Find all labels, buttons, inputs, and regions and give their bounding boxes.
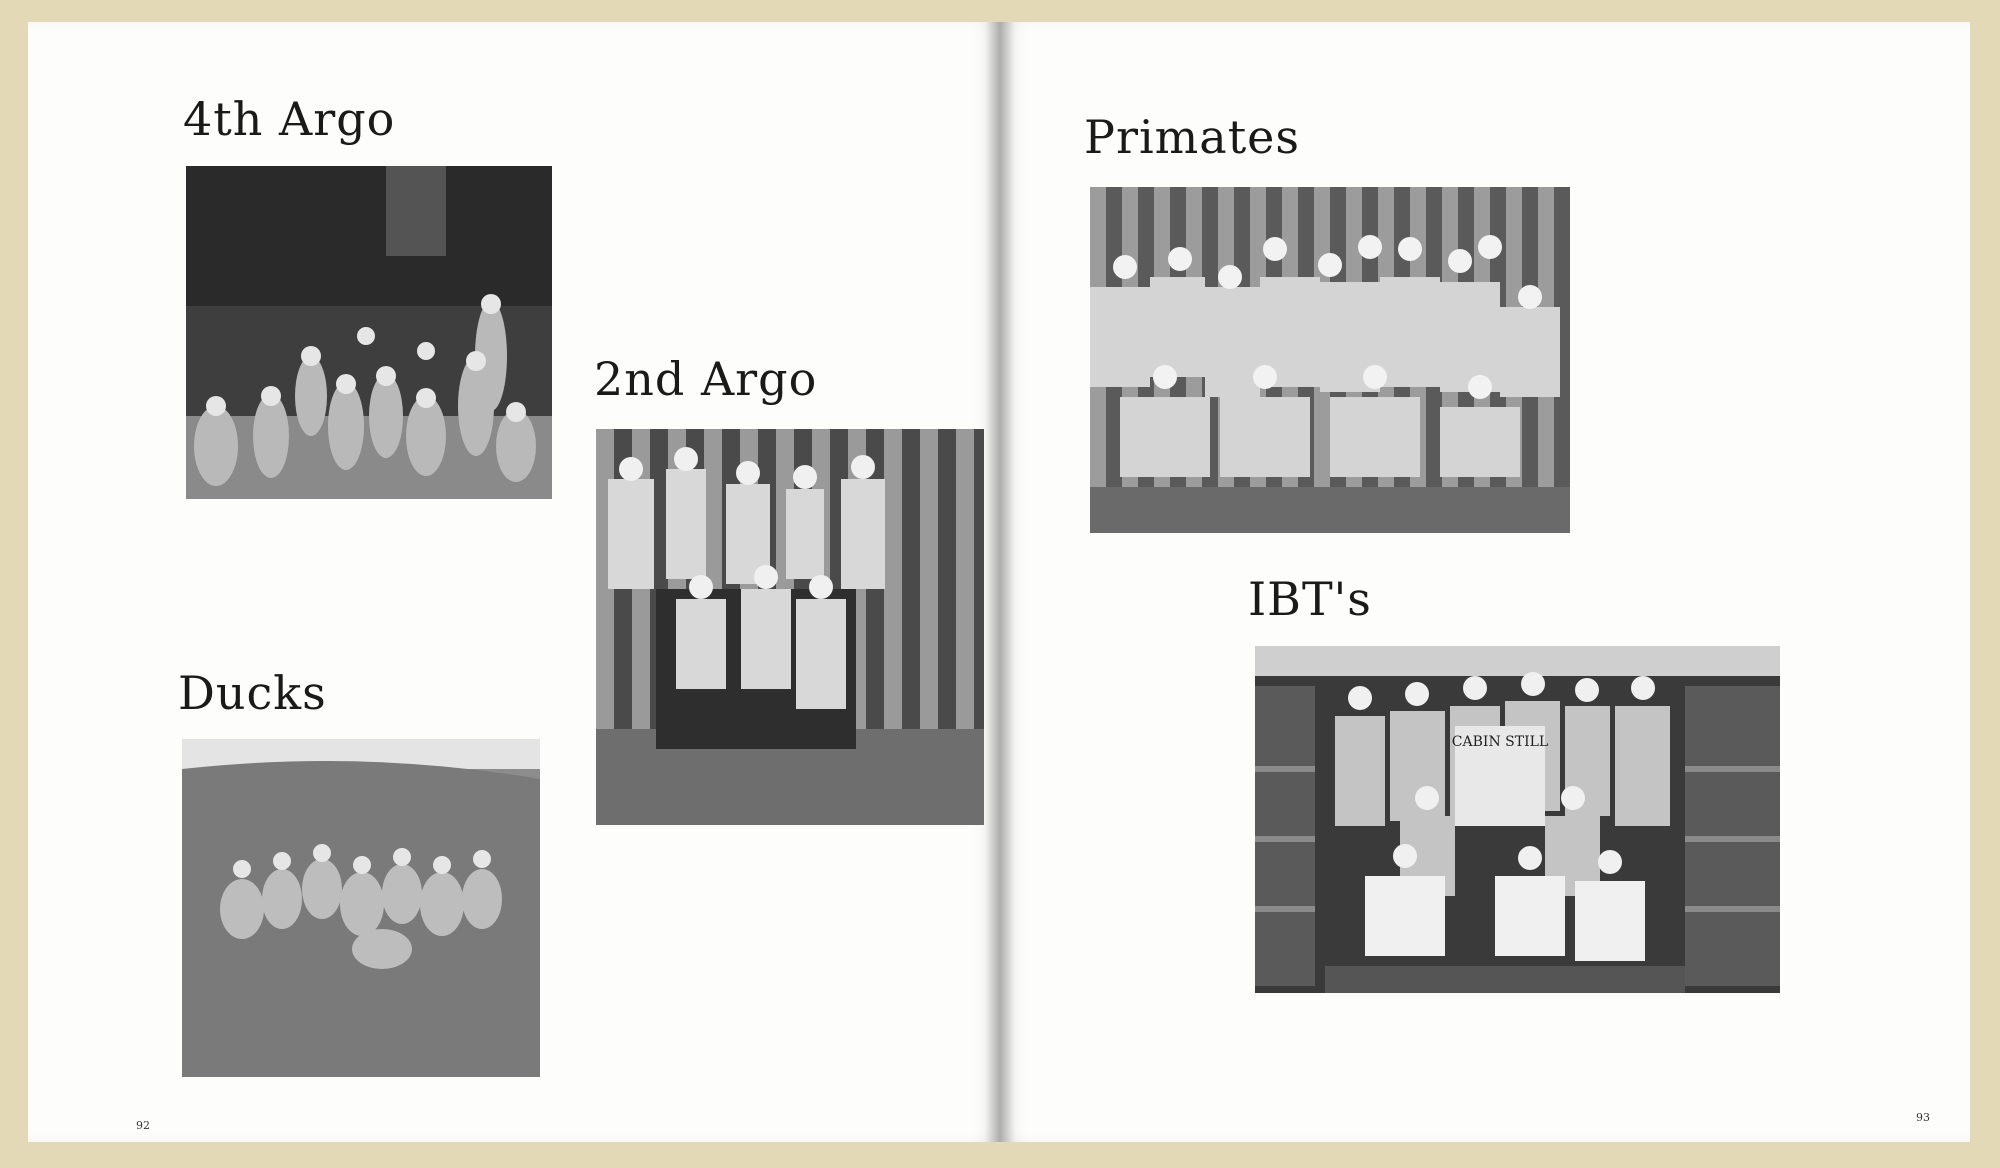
photo-ducks-image [182,739,540,1077]
heading-primates: Primates [1084,110,1301,164]
photo-ducks [182,739,540,1077]
heading-ducks: Ducks [178,666,327,720]
photo-2nd-argo [596,429,984,825]
cabin-still-sign-text: CABIN STILL [1451,734,1549,750]
photo-ibts [1255,646,1780,993]
photo-4th-argo [186,166,552,499]
page-number-right: 93 [1916,1111,1930,1124]
heading-2nd-argo: 2nd Argo [594,352,818,406]
photo-4th-argo-image [186,166,552,499]
heading-ibts: IBT's [1248,572,1372,626]
photo-primates [1090,187,1570,533]
photo-ibts-image [1255,646,1780,993]
book-gutter [985,22,1015,1142]
heading-4th-argo: 4th Argo [183,92,396,146]
photo-primates-image [1090,187,1570,533]
page-number-left: 92 [136,1119,150,1132]
photo-2nd-argo-image [596,429,984,825]
